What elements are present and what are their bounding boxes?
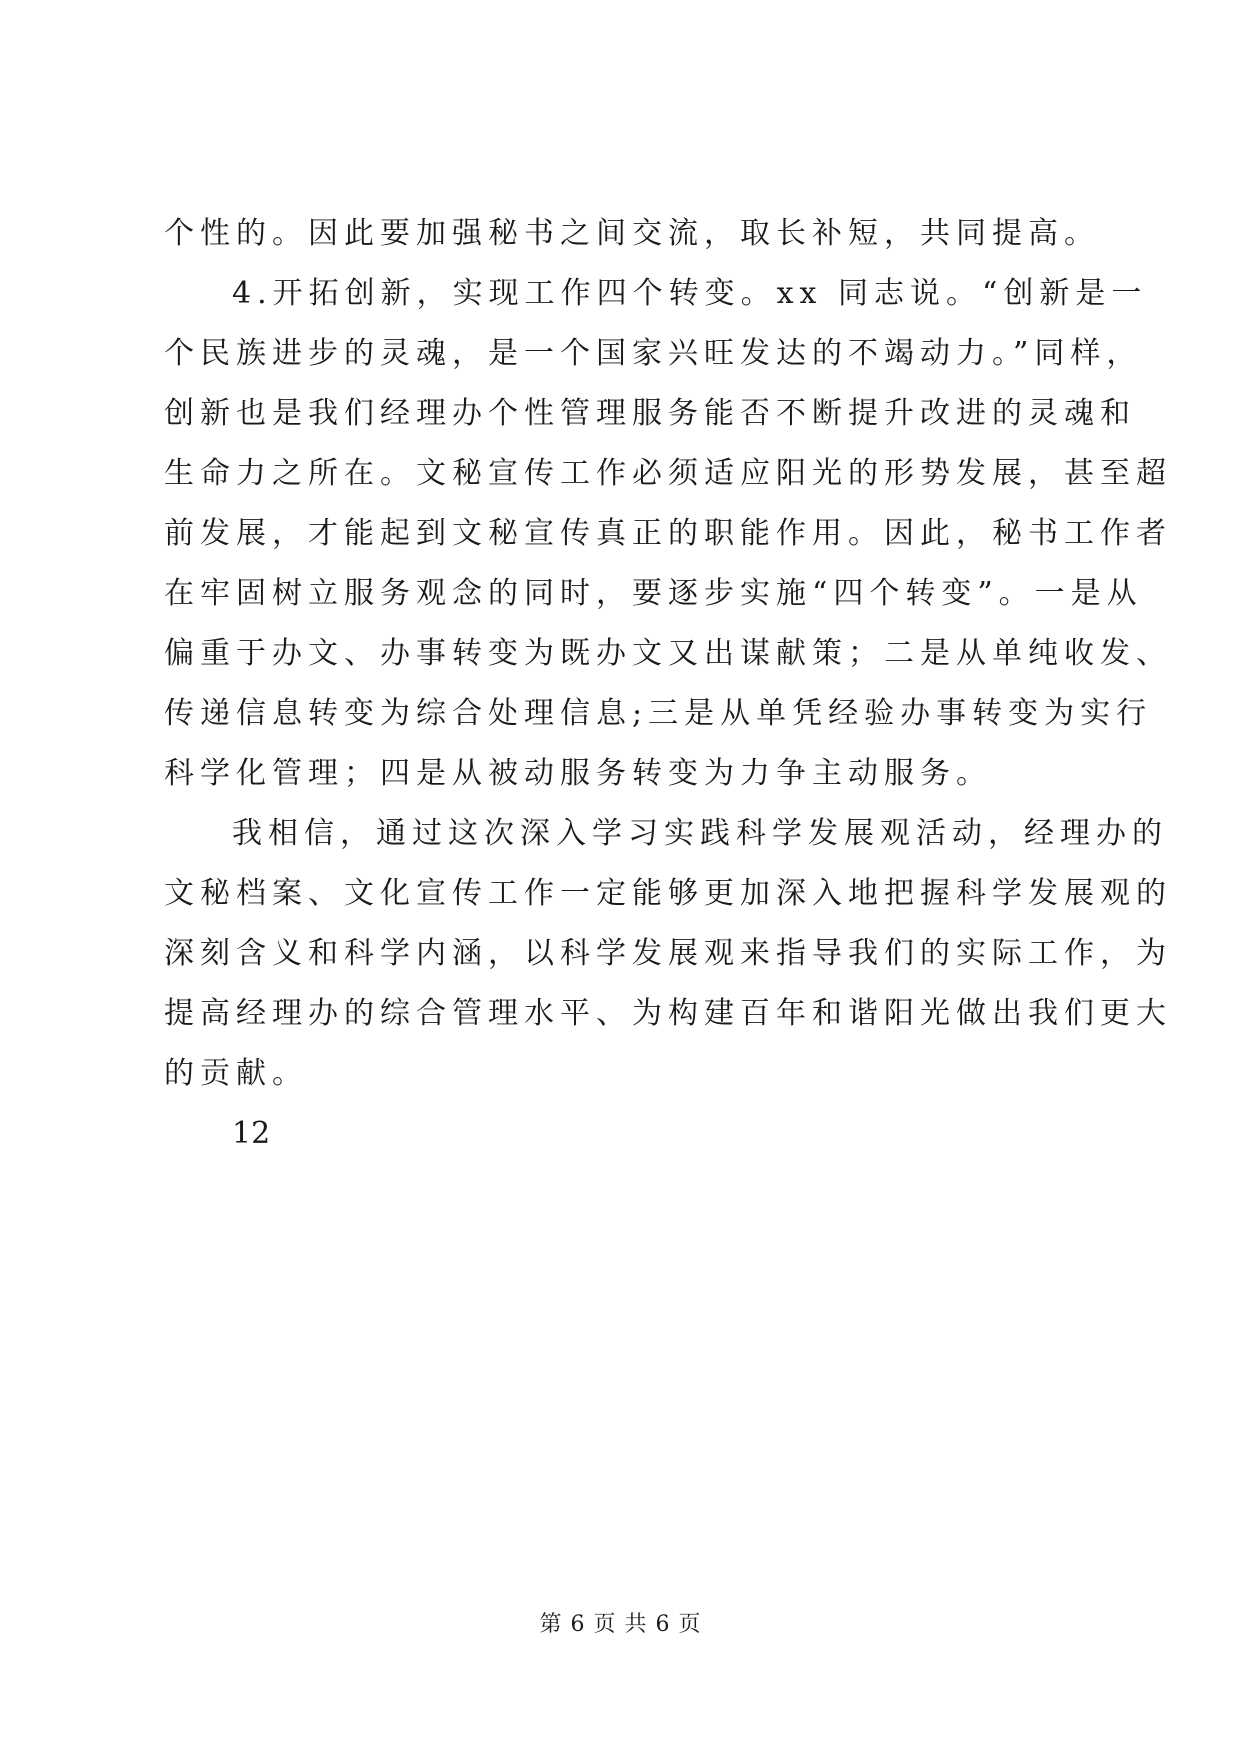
text-line: 前发展，才能起到文秘宣传真正的职能作用。因此，秘书工作者 bbox=[164, 516, 1172, 551]
paragraph bbox=[164, 264, 1172, 804]
trailing-number: 12 bbox=[232, 1116, 271, 1151]
text-line: 提高经理办的综合管理水平、为构建百年和谐阳光做出我们更大 bbox=[164, 996, 1172, 1031]
text-line: 个民族进步的灵魂，是一个国家兴旺发达的不竭动力。”同样， bbox=[164, 336, 1143, 371]
document-body bbox=[164, 204, 1172, 1164]
text-line: 在牢固树立服务观念的同时，要逐步实施“四个转变”。一是从 bbox=[164, 576, 1143, 611]
paragraph bbox=[164, 204, 1100, 264]
text-line: 创新也是我们经理办个性管理服务能否不断提升改进的灵魂和 bbox=[164, 396, 1136, 431]
text-line: 的贡献。 bbox=[164, 1056, 308, 1091]
page-footer bbox=[0, 1610, 1241, 1640]
text-line: 我相信，通过这次深入学习实践科学发展观活动，经理办的 bbox=[232, 816, 1168, 851]
text-line: 深刻含义和科学内涵，以科学发展观来指导我们的实际工作，为 bbox=[164, 936, 1172, 971]
text-line: 科学化管理；四是从被动服务转变为力争主动服务。 bbox=[164, 756, 992, 791]
text-line: 个性的。因此要加强秘书之间交流，取长补短，共同提高。 bbox=[164, 216, 1100, 251]
text-line: 生命力之所在。文秘宣传工作必须适应阳光的形势发展，甚至超 bbox=[164, 456, 1172, 491]
text-line: 偏重于办文、办事转变为既办文又出谋献策；二是从单纯收发、 bbox=[164, 636, 1172, 671]
text-line: 文秘档案、文化宣传工作一定能够更加深入地把握科学发展观的 bbox=[164, 876, 1172, 911]
text-line: 传递信息转变为综合处理信息;三是从单凭经验办事转变为实行 bbox=[164, 696, 1153, 731]
page-counter: 第 6 页 共 6 页 bbox=[539, 1612, 702, 1637]
paragraph bbox=[164, 804, 1172, 1104]
text-line: 4.开拓创新，实现工作四个转变。xx 同志说。“创新是一 bbox=[232, 276, 1148, 311]
